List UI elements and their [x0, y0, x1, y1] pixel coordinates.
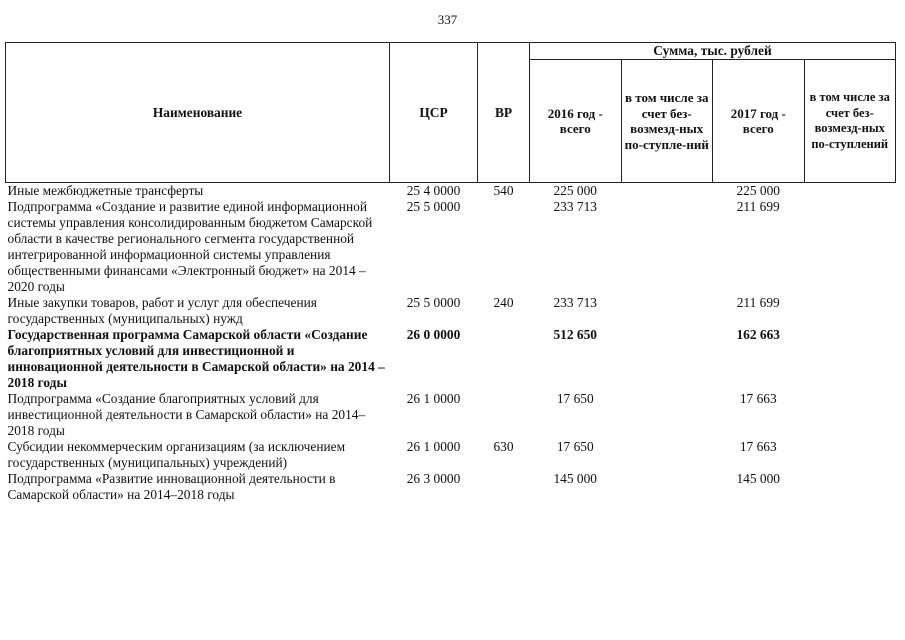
row-vr: 630	[493, 439, 514, 454]
row-vr	[478, 471, 530, 503]
row-2016-total: 17 650	[556, 391, 594, 406]
row-2016-total: 145 000	[553, 471, 598, 486]
row-vr	[478, 391, 530, 439]
row-2016-free	[621, 439, 713, 471]
row-2017-free	[804, 183, 896, 200]
row-2016-total: 225 000	[553, 183, 598, 198]
table-row	[6, 471, 896, 503]
table-header	[6, 43, 896, 183]
table-row	[6, 327, 896, 391]
header-2016-total: 2016 год - всего	[530, 60, 622, 183]
row-name: Субсидии некоммерческим организациям (за исключением государственных (муниципальных) учреждений)	[7, 439, 346, 470]
row-csr: 25 5 0000	[406, 295, 461, 310]
header-2016-free: в том числе за счет без-возмезд-ных по-ступле-ний	[621, 60, 713, 183]
row-2017-free	[804, 327, 896, 391]
row-2017-total: 211 699	[736, 199, 780, 214]
row-2016-free	[621, 327, 713, 391]
table-row	[6, 183, 896, 200]
header-2017-free: в том числе за счет без-возмезд-ных по-ступлений	[804, 60, 896, 183]
row-2017-total: 145 000	[736, 471, 781, 486]
row-2016-free	[621, 199, 713, 295]
table-body	[6, 183, 896, 504]
row-2016-free	[621, 183, 713, 200]
row-2017-free	[804, 439, 896, 471]
row-2016-free	[621, 471, 713, 503]
row-2016-total: 512 650	[553, 327, 598, 342]
row-2016-free	[621, 295, 713, 327]
budget-table	[5, 42, 896, 503]
row-2017-free	[804, 471, 896, 503]
row-2017-total: 17 663	[739, 391, 777, 406]
row-2016-total: 233 713	[553, 295, 598, 310]
row-2017-total: 211 699	[736, 295, 780, 310]
row-name: Подпрограмма «Создание и развитие единой информационной системы управления консолидированным бюджетом Самарской области в качестве регионального сегмента государственной интегрированной информационной системы управления общественными финансами «Электронный бюджет» на 2014 – 2020 годы	[7, 199, 373, 294]
header-name: Наименование	[6, 43, 390, 183]
row-2016-free	[621, 391, 713, 439]
row-name: Подпрограмма «Создание благоприятных условий для инвестиционной деятельности в Самарской области» на 2014–2018 годы	[7, 391, 366, 438]
row-csr: 25 5 0000	[406, 199, 461, 214]
row-vr	[478, 327, 530, 391]
row-2017-total: 225 000	[736, 183, 781, 198]
row-csr: 26 0 0000	[406, 327, 461, 342]
row-csr: 26 3 0000	[406, 471, 461, 486]
row-2016-total: 17 650	[556, 439, 594, 454]
table-row	[6, 295, 896, 327]
table-row	[6, 199, 896, 295]
row-name: Подпрограмма «Развитие инновационной деятельности в Самарской области» на 2014–2018 годы	[7, 471, 336, 502]
table-row	[6, 439, 896, 471]
row-2017-total: 17 663	[739, 439, 777, 454]
row-2017-total: 162 663	[736, 327, 781, 342]
header-sum-title: Сумма, тыс. рублей	[530, 43, 896, 60]
page-number: 337	[437, 12, 458, 27]
table-row	[6, 391, 896, 439]
row-csr: 25 4 0000	[406, 183, 461, 198]
row-name: Государственная программа Самарской области «Создание благоприятных условий для инвестиционной и инновационной деятельности в Самарской области» на 2014 – 2018 годы	[7, 327, 385, 390]
header-csr: ЦСР	[390, 43, 478, 183]
row-2017-free	[804, 199, 896, 295]
row-name: Иные закупки товаров, работ и услуг для обеспечения государственных (муниципальных) нужд	[7, 295, 317, 326]
row-csr: 26 1 0000	[406, 391, 461, 406]
header-2017-total: 2017 год - всего	[713, 60, 805, 183]
row-vr	[478, 199, 530, 295]
row-csr: 26 1 0000	[406, 439, 461, 454]
row-2016-total: 233 713	[553, 199, 598, 214]
header-vr: ВР	[478, 43, 530, 183]
row-vr: 240	[493, 295, 514, 310]
row-2017-free	[804, 391, 896, 439]
row-vr: 540	[493, 183, 514, 198]
row-2017-free	[804, 295, 896, 327]
row-name: Иные межбюджетные трансферты	[7, 183, 204, 198]
